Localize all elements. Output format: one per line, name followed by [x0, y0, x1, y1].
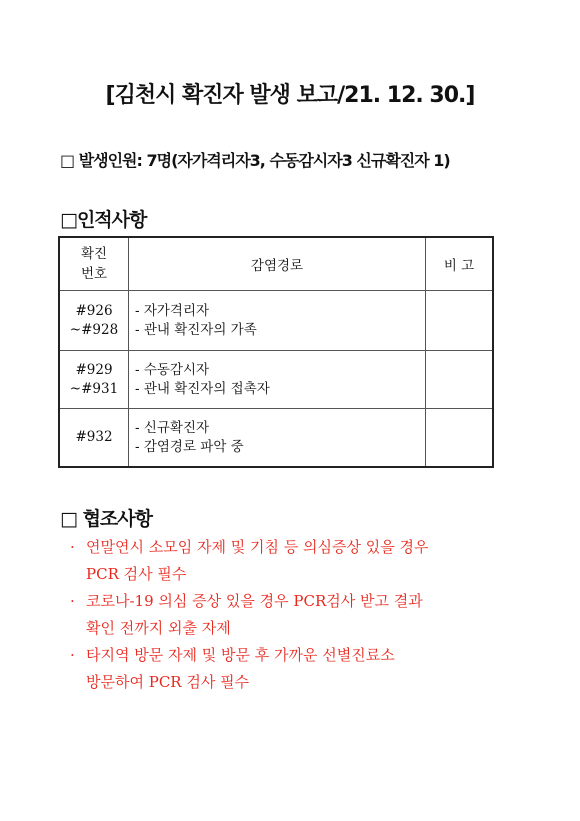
list-item: · 연말연시 소모임 자제 및 기침 등 의심증상 있을 경우 PCR 검사 필수 — [68, 534, 508, 588]
occurrence-summary: □ 발생인원: 7명(자가격리자3, 수동감시자3 신규확진자 1) — [60, 151, 450, 170]
personal-info-heading: □인적사항 — [60, 209, 147, 231]
case-table — [58, 236, 494, 468]
table-header-row — [59, 237, 493, 291]
cooperation-list — [68, 534, 508, 696]
note-cell — [426, 291, 494, 351]
note-cell — [426, 351, 494, 409]
case-number-cell: #932 — [59, 409, 129, 468]
bullet-icon: · — [70, 538, 75, 556]
case-number-cell: #929 ~#931 — [59, 351, 129, 409]
case-number-cell: #926 ~#928 — [59, 291, 129, 351]
header-note: 비 고 — [426, 237, 494, 291]
bullet-icon: · — [70, 592, 75, 610]
table-row — [59, 351, 493, 409]
infection-route-cell: - 신규확진자 - 감염경로 파악 중 — [129, 409, 426, 468]
note-cell — [426, 409, 494, 468]
cooperation-heading: □ 협조사항 — [60, 508, 152, 530]
header-infection-route: 감염경로 — [129, 237, 426, 291]
header-case-number: 확진 번호 — [59, 237, 129, 291]
report-title: [김천시 확진자 발생 보고/21. 12. 30.] — [105, 83, 475, 108]
table-row — [59, 409, 493, 468]
infection-route-cell: - 수동감시자 - 관내 확진자의 접촉자 — [129, 351, 426, 409]
infection-route-cell: - 자가격리자 - 관내 확진자의 가족 — [129, 291, 426, 351]
list-item: · 타지역 방문 자제 및 방문 후 가까운 선별진료소 방문하여 PCR 검사 필수 — [68, 642, 508, 696]
list-item: · 코로나-19 의심 증상 있을 경우 PCR검사 받고 결과 확인 전까지 외출 자제 — [68, 588, 508, 642]
bullet-icon: · — [70, 646, 75, 664]
table-row — [59, 291, 493, 351]
